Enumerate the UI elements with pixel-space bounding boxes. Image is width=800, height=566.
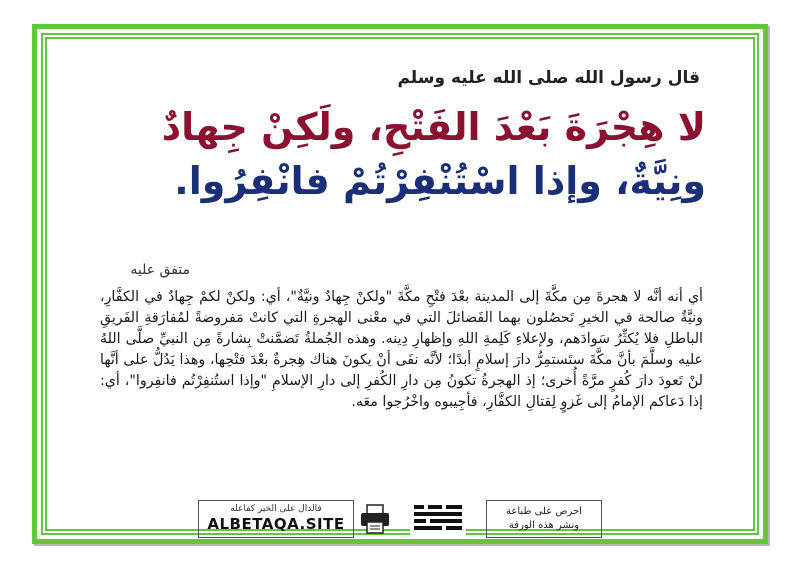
hadith-line-1: لا هِجْرَةَ بَعْدَ الفَتْحِ، ولَكِنْ جِهادٌ [161,105,706,149]
hadith-line-2: ونِيَّةٌ، وإذا اسْتُنْفِرْتُمْ فانْفِرُوا. [174,159,706,203]
site-logo [408,500,468,538]
hadith-intro: قال رسول الله صلى الله عليه وسلم [397,68,700,88]
print-note-line-2: ونشر هذه الورقة [508,520,580,531]
hadith-text [86,100,706,208]
explanation-text: أي أنه أنَّه لا هجرةَ مِن مكَّةَ إلى المدينة بعْدَ فتْحِ مكَّةَ "ولكنْ جِهادٌ ونيَّةٌ"، أي: ولكنْ لكمْ جِهادٌ في الكفَّارِ، ونيَّةٌ صالحة في الخيرِ تَحصُلون بهما الفَضائلَ التي في معْنى الهجرةِ التي كانتْ مَفروضةً لمُفارَقةِ الفَريقِ الباطلِ فلا يُكثِّرُ سَوادَهم، ولإعلاءِ كَلِمةِ اللهِ وإظهارِ دِينه. وهذه الجُملةُ تَضمَّنتْ بِشارةً مِن النبيِّ صلَّى اللهُ عليه وسلَّمَ بأنَّ مكَّةَ ستَستمِرُّ دارَ إسلامٍ أبدًا؛ لأنَّه نفَى أنْ يكونَ هناك هِجرةٌ بعْدَ فتْحِها، وهذا يَدُلُّ على أنَّها لنْ تَعودَ دارَ كُفرٍ مرَّةً أُخرى؛ إذ الهجرةُ تكونُ مِن دارِ الكُفرِ إلى دارِ الإسلامِ "وإذا استُنفِرْتُم فانفِروا"، أي: إذا دَعاكم الإمامُ إلى غَزوٍ لِقتالِ الكفَّارِ، فأجِيبوه واخْرُجوا معَه. [100,289,703,410]
logo-mark-icon [408,500,468,538]
hadith-source: متفق عليه [130,262,190,278]
print-note [486,500,602,538]
site-slogan: فالدال على الخير كفاعله [230,504,322,514]
site-box[interactable] [198,500,354,538]
print-note-line-1: احرص على طباعة [506,506,582,517]
printer-icon [358,502,392,536]
site-url[interactable]: ALBETAQA.SITE [207,515,345,533]
footer [198,500,602,540]
